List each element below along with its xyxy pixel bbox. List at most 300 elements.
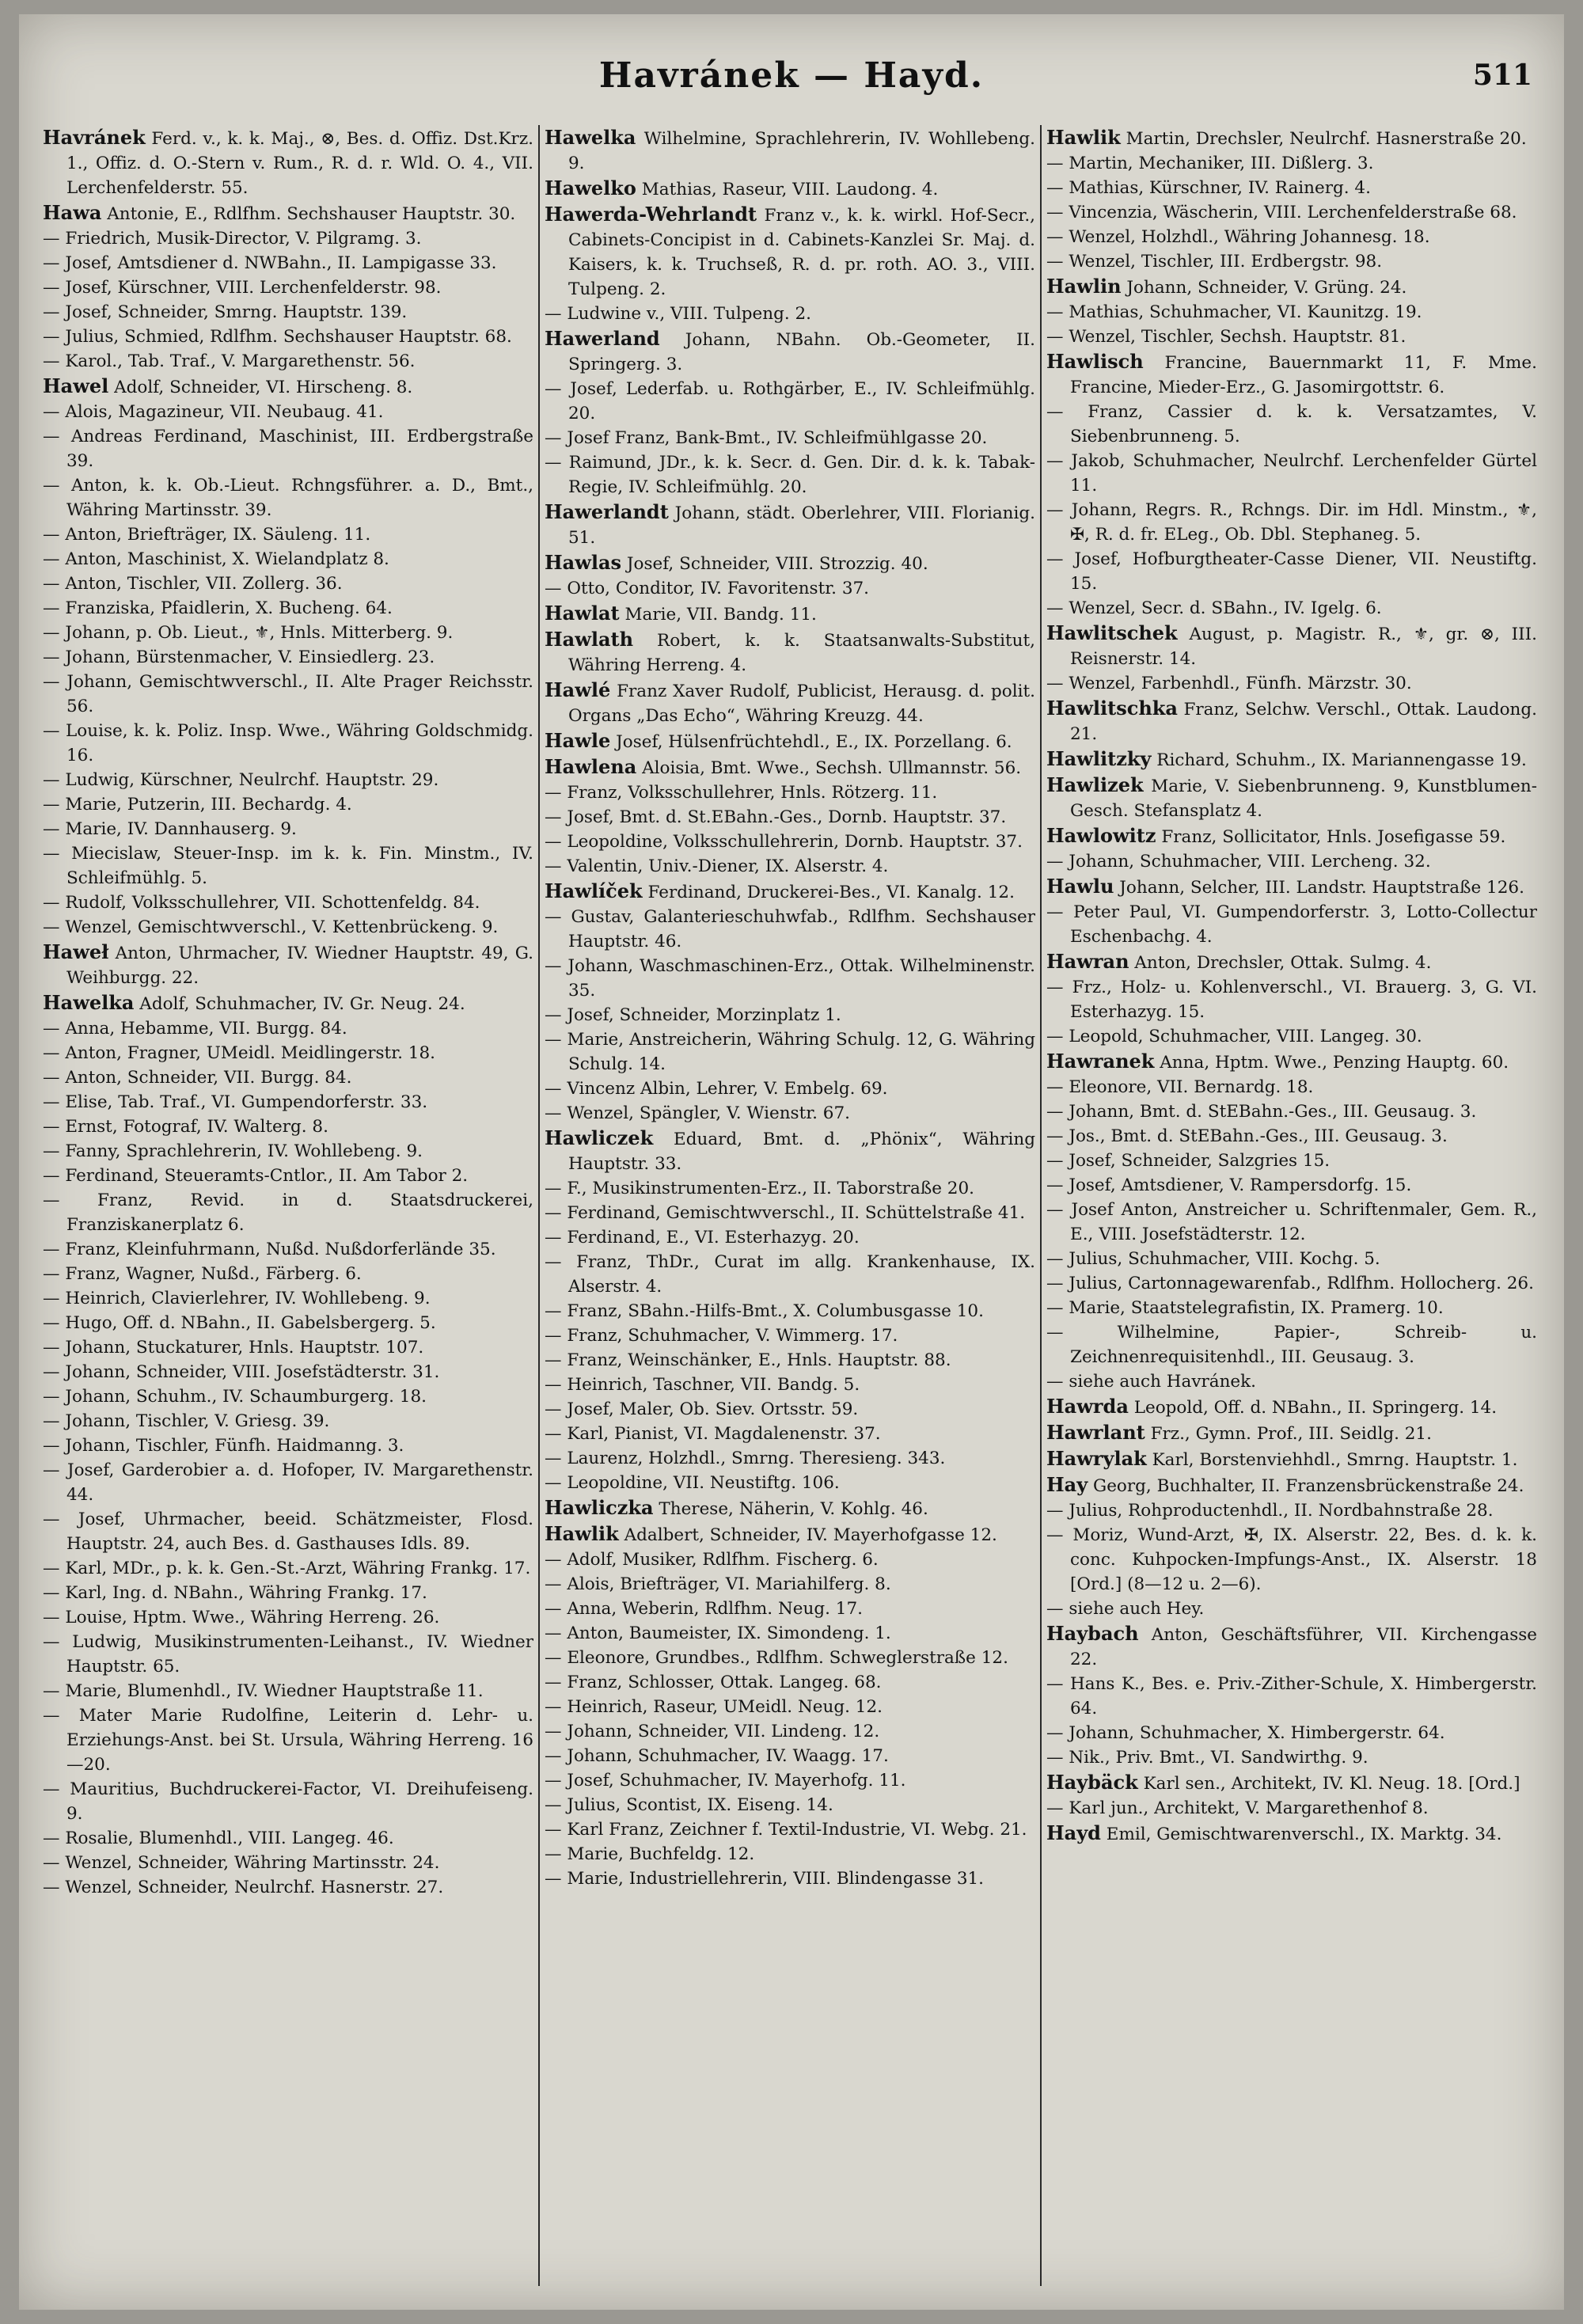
entry-surname: Hawliczka: [545, 1496, 654, 1519]
directory-entry: [43, 400, 533, 424]
directory-entry: [1046, 1597, 1537, 1621]
directory-entry: [43, 1335, 533, 1360]
directory-entry-head: [1046, 1446, 1537, 1472]
directory-entry: [545, 1323, 1035, 1348]
entry-details: — Wenzel, Tischler, Sechsh. Hauptstr. 81.: [1046, 327, 1406, 347]
entry-details: — Franz, Schlosser, Ottak. Langeg. 68.: [545, 1673, 882, 1692]
entry-details: — Ferdinand, Steueramts-Cntlor., II. Am Tabor 2.: [43, 1166, 469, 1186]
directory-entry: [43, 275, 533, 300]
entry-surname: Haweł: [43, 940, 109, 963]
entry-details: — Karol., Tab. Traf., V. Margarethenstr. 56.: [43, 351, 416, 371]
directory-entry-head: [545, 627, 1035, 678]
directory-entry: [545, 854, 1035, 879]
directory-entry-head: [1046, 1621, 1537, 1672]
entry-details: Johann, städt. Oberlehrer, VIII. Florianig. 51.: [568, 503, 1035, 548]
entry-details: — Franziska, Pfaidlerin, X. Bucheng. 64.: [43, 598, 393, 618]
entry-details: — Jos., Bmt. d. StEBahn.-Ges., III. Geusaug. 3.: [1046, 1126, 1448, 1146]
directory-entry: [43, 1556, 533, 1581]
entry-details: — Alois, Briefträger, VI. Mariahilferg. 8.: [545, 1574, 891, 1594]
directory-entry: [43, 1360, 533, 1384]
directory-entry: [545, 905, 1035, 954]
directory-entry: [1046, 400, 1537, 449]
directory-entry: [43, 621, 533, 645]
entry-details: — Josef, Kürschner, VIII. Lerchenfelderstr. 98.: [43, 278, 442, 298]
directory-entry: [43, 1090, 533, 1115]
directory-entry: [43, 572, 533, 596]
entry-details: — Louise, Hptm. Wwe., Währing Herreng. 26.: [43, 1608, 440, 1627]
entry-details: — Josef, Schneider, Smrng. Hauptstr. 139.: [43, 302, 408, 322]
entry-details: — Eleonore, Grundbes., Rdlfhm. Schweglerstraße 12.: [545, 1648, 1008, 1668]
directory-entry: [545, 1027, 1035, 1077]
entry-surname: Hawrda: [1046, 1395, 1129, 1418]
entry-surname: Hawa: [43, 201, 102, 224]
entry-surname: Hawle: [545, 729, 611, 752]
directory-entry-head: [545, 176, 1035, 202]
directory-entry: [1046, 849, 1537, 874]
entry-surname: Hawlas: [545, 551, 622, 574]
directory-entry: [545, 1768, 1035, 1793]
directory-entry: [545, 426, 1035, 450]
entry-details: August, p. Magistr. R., ⚜, gr. ⊗, III. Reisnerstr. 14.: [1070, 625, 1537, 669]
entry-details: — Mauritius, Buchdruckerei-Factor, VI. Dreihufeiseng. 9.: [43, 1779, 533, 1824]
entry-surname: Hawlizek: [1046, 773, 1144, 796]
entry-surname: Hawlena: [545, 755, 637, 778]
directory-entry: [43, 1409, 533, 1434]
entry-details: Marie, VII. Bandg. 11.: [624, 605, 817, 625]
entry-details: — Ferdinand, E., VI. Esterhazyg. 20.: [545, 1228, 860, 1247]
directory-entry-head: [43, 374, 533, 400]
directory-entry: [1046, 1796, 1537, 1821]
directory-entry-head: [1046, 1472, 1537, 1498]
directory-entry: [43, 1777, 533, 1826]
directory-entry: [545, 1422, 1035, 1446]
entry-details: — Franz, ThDr., Curat im allg. Krankenhause, IX. Alserstr. 4.: [545, 1252, 1035, 1297]
directory-entry: [1046, 249, 1537, 274]
entry-details: Ferdinand, Druckerei-Bes., VI. Kanalg. 12.: [647, 883, 1015, 902]
entry-details: — Ludwig, Kürschner, Neulrchf. Hauptstr. 29.: [43, 770, 439, 790]
directory-entry: [43, 890, 533, 915]
entry-details: — Ferdinand, Gemischtwverschl., II. Schüttelstraße 41.: [545, 1203, 1026, 1223]
column-2: [545, 125, 1035, 2286]
entry-details: — Wenzel, Gemischtwverschl., V. Kettenbrückeng. 9.: [43, 917, 499, 937]
directory-entry: [1046, 225, 1537, 249]
directory-entry: [43, 1041, 533, 1065]
directory-entry: [545, 1397, 1035, 1422]
directory-entry: [545, 830, 1035, 854]
directory-entry: [1046, 1523, 1537, 1597]
directory-entry: [43, 768, 533, 792]
entry-details: — F., Musikinstrumenten-Erz., II. Taborstraße 20.: [545, 1179, 974, 1198]
directory-entry: [43, 1286, 533, 1311]
directory-entry: [545, 954, 1035, 1003]
entry-details: — Frz., Holz- u. Kohlenverschl., VI. Brauerg. 3, G. VI. Esterhazyg. 15.: [1046, 978, 1537, 1022]
entry-details: Karl sen., Architekt, IV. Kl. Neug. 18. [Ord.]: [1143, 1774, 1520, 1794]
directory-entry: [1046, 1247, 1537, 1271]
entry-details: — Heinrich, Clavierlehrer, IV. Wohllebeng. 9.: [43, 1289, 431, 1308]
entry-details: Adolf, Schuhmacher, IV. Gr. Neug. 24.: [139, 994, 465, 1014]
column-1: [43, 125, 533, 2286]
directory-entry: [1046, 975, 1537, 1024]
entry-details: — Julius, Rohproductenhdl., II. Nordbahnstraße 28.: [1046, 1501, 1494, 1521]
entry-surname: Hawelka: [43, 991, 135, 1014]
entry-details: — Marie, Industriellehrerin, VIII. Blindengasse 31.: [545, 1869, 985, 1889]
entry-details: — Johann, Schuhmacher, X. Himbergerstr. 64.: [1046, 1723, 1445, 1743]
entry-details: — Josef Anton, Anstreicher u. Schriftenmaler, Gem. R., E., VIII. Josefstädterstr. 12.: [1046, 1200, 1537, 1244]
directory-entry: [545, 1670, 1035, 1695]
entry-surname: Hawelko: [545, 177, 636, 199]
directory-entry: [545, 1842, 1035, 1866]
directory-entry: [1046, 1124, 1537, 1149]
entry-details: — Elise, Tab. Traf., VI. Gumpendorferstr. 33.: [43, 1092, 428, 1112]
entry-surname: Hawelka: [545, 126, 636, 149]
directory-entry-head: [1046, 746, 1537, 773]
entry-details: — Johann, Waschmaschinen-Erz., Ottak. Wilhelminenstr. 35.: [545, 956, 1035, 1001]
directory-entry: [1046, 325, 1537, 349]
entry-details: — Anton, k. k. Ob.-Lieut. Rchngsführer. a. D., Bmt., Währing Martinsstr. 39.: [43, 476, 533, 520]
directory-entry: [545, 1299, 1035, 1323]
directory-entry-head: [545, 678, 1035, 728]
entry-details: — Anton, Briefträger, IX. Säuleng. 11.: [43, 525, 371, 545]
directory-entry: [43, 719, 533, 768]
entry-surname: Hawerda-Wehrlandt: [545, 203, 757, 226]
entry-details: — Julius, Cartonnagewarenfab., Rdlfhm. Hollocherg. 26.: [1046, 1274, 1534, 1293]
directory-entry: [1046, 1745, 1537, 1770]
entry-details: — Heinrich, Raseur, UMeidl. Neug. 12.: [545, 1697, 883, 1717]
entry-details: — Eleonore, VII. Bernardg. 18.: [1046, 1077, 1314, 1097]
entry-details: — Franz, Schuhmacher, V. Wimmerg. 17.: [545, 1326, 898, 1346]
entry-details: — Leopoldine, VII. Neustiftg. 106.: [545, 1473, 840, 1493]
directory-columns: [43, 125, 1539, 2286]
entry-details: — Vincenz Albin, Lehrer, V. Embelg. 69.: [545, 1079, 888, 1099]
page-header: [19, 55, 1564, 111]
entry-details: — Julius, Schuhmacher, VIII. Kochg. 5.: [1046, 1249, 1380, 1269]
entry-details: — Wilhelmine, Papier-, Schreib- u. Zeichnenrequisitenhdl., III. Geusaug. 3.: [1046, 1323, 1537, 1367]
entry-surname: Hawlé: [545, 678, 611, 701]
directory-entry: [545, 1646, 1035, 1670]
entry-details: — Josef, Uhrmacher, beeid. Schätzmeister, Flosd. Hauptstr. 24, auch Bes. d. Gasthauses Idls. 89.: [43, 1509, 533, 1554]
entry-surname: Hawran: [1046, 950, 1129, 973]
directory-entry-head: [1046, 823, 1537, 849]
entry-details: — Franz, Kleinfuhrmann, Nußd. Nußdorferlände 35.: [43, 1240, 496, 1259]
directory-entry: [545, 1446, 1035, 1471]
entry-details: — Marie, Buchfeldg. 12.: [545, 1844, 755, 1864]
directory-entry: [1046, 498, 1537, 547]
directory-entry: [43, 226, 533, 251]
entry-details: Anton, Uhrmacher, IV. Wiedner Hauptstr. 49, G. Weihburgg. 22.: [66, 944, 533, 988]
entry-details: Franz, Selchw. Verschl., Ottak. Laudong. 21.: [1070, 700, 1537, 744]
directory-entry: [43, 1679, 533, 1703]
entry-details: — Karl jun., Architekt, V. Margarethenhof 8.: [1046, 1798, 1429, 1818]
entry-details: — Anton, Maschinist, X. Wielandplatz 8.: [43, 549, 389, 569]
entry-details: Wilhelmine, Sprachlehrerin, IV. Wohllebeng. 9.: [568, 129, 1035, 173]
entry-details: — Marie, Blumenhdl., IV. Wiedner Hauptstraße 11.: [43, 1681, 484, 1701]
entry-details: — Raimund, JDr., k. k. Secr. d. Gen. Dir. d. k. k. Tabak-Regie, IV. Schleifmühlg. 20.: [545, 453, 1035, 497]
directory-entry: [545, 1719, 1035, 1744]
entry-details: — Johann, Tischler, V. Griesg. 39.: [43, 1411, 330, 1431]
directory-entry: [43, 1139, 533, 1164]
directory-entry: [43, 1311, 533, 1335]
entry-surname: Hawlitzky: [1046, 747, 1152, 770]
entry-details: — Ernst, Fotograf, IV. Walterg. 8.: [43, 1117, 328, 1137]
directory-entry: [545, 1077, 1035, 1101]
directory-entry: [43, 1581, 533, 1605]
entry-details: — Karl, Ing. d. NBahn., Währing Frankg. 17.: [43, 1583, 427, 1603]
entry-details: Johann, Selcher, III. Landstr. Hauptstraße 126.: [1119, 878, 1524, 898]
entry-details: Therese, Näherin, V. Kohlg. 46.: [659, 1499, 928, 1519]
directory-entry: [1046, 900, 1537, 949]
entry-details: Adolf, Schneider, VI. Hirscheng. 8.: [114, 378, 413, 397]
directory-entry: [43, 522, 533, 547]
directory-entry-head: [1046, 1770, 1537, 1796]
entry-details: Franz Xaver Rudolf, Publicist, Herausg. d. polit. Organs „Das Echo“, Währing Kreuzg. 44.: [568, 682, 1035, 726]
entry-details: — Josef, Hofburgtheater-Casse Diener, VII. Neustiftg. 15.: [1046, 549, 1537, 594]
entry-details: — Anton, Fragner, UMeidl. Meidlingerstr. 18.: [43, 1043, 435, 1063]
directory-entry: [43, 1630, 533, 1679]
entry-details: — Johann, Gemischtwverschl., II. Alte Prager Reichsstr. 56.: [43, 672, 533, 716]
entry-details: — Moriz, Wund-Arzt, ✠, IX. Alserstr. 22, Bes. d. k. k. conc. Kuhpocken-Impfungs-Anst., IX. Alserstr. 18 [Ord.] (8—12 u. 2—6).: [1046, 1525, 1537, 1594]
column-divider: [1040, 125, 1042, 2286]
entry-surname: Hawlin: [1046, 275, 1122, 298]
directory-entry: [43, 1703, 533, 1777]
entry-details: Josef, Schneider, VIII. Strozzig. 40.: [626, 554, 928, 574]
directory-entry: [545, 1793, 1035, 1817]
directory-entry-head: [545, 1521, 1035, 1547]
directory-entry-head: [1046, 274, 1537, 300]
directory-entry-head: [545, 202, 1035, 302]
entry-details: — Johann, p. Ob. Lieut., ⚜, Hnls. Mitterberg. 9.: [43, 623, 454, 643]
directory-entry: [43, 251, 533, 275]
entry-details: — Johann, Bürstenmacher, V. Einsiedlerg. 23.: [43, 647, 435, 667]
directory-entry-head: [545, 1495, 1035, 1521]
directory-entry: [545, 1621, 1035, 1646]
entry-details: — siehe auch Havránek.: [1046, 1372, 1257, 1392]
entry-details: — Hugo, Off. d. NBahn., II. Gabelsbergerg. 5.: [43, 1313, 436, 1333]
directory-entry: [545, 302, 1035, 326]
entry-surname: Hay: [1046, 1473, 1088, 1496]
entry-details: — Josef, Schneider, Morzinplatz 1.: [545, 1005, 841, 1025]
entry-surname: Hawerlandt: [545, 500, 669, 523]
directory-entry: [43, 1851, 533, 1875]
entry-surname: Hawlik: [1046, 126, 1121, 149]
directory-entry: [1046, 1271, 1537, 1296]
entry-surname: Hawrlant: [1046, 1421, 1145, 1444]
directory-entry: [1046, 200, 1537, 225]
entry-details: — Josef, Amtsdiener, V. Rampersdorfg. 15.: [1046, 1175, 1412, 1195]
directory-entry: [1046, 1024, 1537, 1049]
directory-entry: [1046, 300, 1537, 325]
directory-entry: [1046, 449, 1537, 498]
entry-surname: Hawlisch: [1046, 350, 1144, 373]
entry-details: — Hans K., Bes. e. Priv.-Zither-Schule, X. Himbergerstr. 64.: [1046, 1674, 1537, 1718]
entry-details: — Anna, Hebamme, VII. Burgg. 84.: [43, 1019, 347, 1039]
directory-entry: [43, 670, 533, 719]
entry-details: — Josef, Schuhmacher, IV. Mayerhofg. 11.: [545, 1771, 906, 1790]
directory-entry: [545, 1866, 1035, 1891]
entry-details: — Vincenzia, Wäscherin, VIII. Lerchenfelderstraße 68.: [1046, 203, 1517, 222]
directory-entry: [43, 1188, 533, 1237]
entry-details: — Gustav, Galanterieschuhwfab., Rdlfhm. Sechshauser Hauptstr. 46.: [545, 907, 1035, 951]
directory-entry: [1046, 1173, 1537, 1198]
directory-entry: [545, 1373, 1035, 1397]
entry-details: — Wenzel, Tischler, III. Erdbergstr. 98.: [1046, 252, 1383, 272]
entry-details: — Mathias, Kürschner, IV. Rainerg. 4.: [1046, 178, 1371, 198]
entry-details: — Anton, Baumeister, IX. Simondeng. 1.: [545, 1623, 891, 1643]
entry-details: — Johann, Schuhmacher, VIII. Lercheng. 32.: [1046, 852, 1431, 872]
directory-entry: [43, 645, 533, 670]
entry-details: — Johann, Schuhm., IV. Schaumburgerg. 18.: [43, 1387, 427, 1407]
directory-entry: [545, 1572, 1035, 1597]
directory-entry: [545, 1250, 1035, 1299]
entry-details: Johann, Schneider, V. Grüng. 24.: [1126, 278, 1407, 298]
entry-details: — siehe auch Hey.: [1046, 1599, 1205, 1619]
entry-details: — Johann, Bmt. d. StEBahn.-Ges., III. Geusaug. 3.: [1046, 1102, 1477, 1122]
entry-surname: Hawlik: [545, 1522, 619, 1545]
directory-entry: [43, 1826, 533, 1851]
entry-surname: Hawlu: [1046, 875, 1114, 898]
entry-surname: Hawlowitz: [1046, 824, 1156, 847]
directory-entry: [545, 780, 1035, 805]
directory-entry: [43, 1875, 533, 1900]
entry-details: — Wenzel, Secr. d. SBahn., IV. Igelg. 6.: [1046, 598, 1382, 618]
entry-details: — Mathias, Schuhmacher, VI. Kaunitzg. 19.: [1046, 302, 1422, 322]
directory-entry: [545, 377, 1035, 426]
directory-entry: [43, 1507, 533, 1556]
entry-surname: Haybach: [1046, 1622, 1139, 1645]
directory-entry: [43, 300, 533, 325]
entry-surname: Hawlitschek: [1046, 621, 1178, 644]
entry-surname: Hawlíček: [545, 879, 643, 902]
directory-entry: [545, 1817, 1035, 1842]
directory-entry-head: [1046, 621, 1537, 671]
directory-entry-head: [545, 728, 1035, 754]
entry-details: — Marie, Putzerin, III. Bechardg. 4.: [43, 795, 352, 815]
directory-entry: [43, 349, 533, 374]
entry-details: — Josef Franz, Bank-Bmt., IV. Schleifmühlgasse 20.: [545, 428, 988, 448]
entry-details: Ferd. v., k. k. Maj., ⊗, Bes. d. Offiz. Dst.Krz. 1., Offiz. d. O.-Stern v. Rum., R. d. r. Wld. O. 4., VII. Lerchenfelderstr. 55.: [66, 129, 533, 198]
directory-entry-head: [1046, 874, 1537, 900]
entry-details: — Franz, SBahn.-Hilfs-Bmt., X. Columbusgasse 10.: [545, 1301, 984, 1321]
entry-details: — Nik., Priv. Bmt., VI. Sandwirthg. 9.: [1046, 1748, 1369, 1768]
entry-details: Franz v., k. k. wirkl. Hof-Secr., Cabinets-Concipist in d. Cabinets-Kanzlei Sr. Maj. d. Kaisers, k. k. Truchseß, R. d. pr. roth. AO. 3., VIII. Tulpeng. 2.: [568, 206, 1035, 299]
entry-details: — Leopold, Schuhmacher, VIII. Langeg. 30.: [1046, 1027, 1422, 1046]
entry-details: — Peter Paul, VI. Gumpendorferstr. 3, Lotto-Collectur Eschenbachg. 4.: [1046, 902, 1537, 947]
directory-entry-head: [43, 990, 533, 1016]
entry-details: Antonie, E., Rdlfhm. Sechshauser Hauptstr. 30.: [107, 204, 516, 224]
directory-entry: [43, 1164, 533, 1188]
directory-entry-head: [545, 1126, 1035, 1176]
directory-entry: [545, 1003, 1035, 1027]
directory-entry-head: [545, 754, 1035, 780]
directory-entry: [545, 1695, 1035, 1719]
entry-details: — Marie, IV. Dannhauserg. 9.: [43, 819, 297, 839]
directory-entry: [545, 1348, 1035, 1373]
entry-details: — Valentin, Univ.-Diener, IX. Alserstr. 4.: [545, 856, 889, 876]
entry-details: — Wenzel, Spängler, V. Wienstr. 67.: [545, 1103, 851, 1123]
directory-entry: [545, 1547, 1035, 1572]
directory-entry-head: [1046, 949, 1537, 975]
entry-details: Anton, Drechsler, Ottak. Sulmg. 4.: [1134, 953, 1432, 973]
entry-details: — Josef, Bmt. d. St.EBahn.-Ges., Dornb. Hauptstr. 37.: [545, 807, 1007, 827]
entry-details: — Anton, Tischler, VII. Zollerg. 36.: [43, 574, 343, 594]
directory-entry: [545, 1176, 1035, 1201]
entry-details: Franz, Sollicitator, Hnls. Josefigasse 59.: [1161, 827, 1506, 847]
entry-details: — Johann, Tischler, Fünfh. Haidmanng. 3.: [43, 1436, 404, 1456]
entry-details: — Friedrich, Musik-Director, V. Pilgramg. 3.: [43, 229, 422, 249]
directory-entry: [545, 805, 1035, 830]
entry-details: — Josef, Garderobier a. d. Hofoper, IV. Margarethenstr. 44.: [43, 1460, 533, 1505]
entry-details: Karl, Borstenviehhdl., Smrng. Hauptstr. 1.: [1152, 1450, 1518, 1470]
entry-details: — Ludwine v., VIII. Tulpeng. 2.: [545, 304, 812, 324]
entry-details: — Ludwig, Musikinstrumenten-Leihanst., IV. Wiedner Hauptstr. 65.: [43, 1632, 533, 1677]
entry-details: — Wenzel, Holzhdl., Währing Johannesg. 18.: [1046, 227, 1430, 247]
entry-details: Robert, k. k. Staatsanwalts-Substitut, Währing Herreng. 4.: [568, 631, 1035, 675]
directory-entry: [1046, 1296, 1537, 1320]
directory-entry: [1046, 547, 1537, 596]
directory-entry: [1046, 1672, 1537, 1721]
running-head: Havránek — Hayd.: [598, 55, 985, 96]
directory-entry: [545, 1597, 1035, 1621]
directory-entry-head: [1046, 349, 1537, 400]
entry-details: — Anna, Weberin, Rdlfhm. Neug. 17.: [545, 1599, 863, 1619]
entry-details: — Rudolf, Volksschullehrer, VII. Schottenfeldg. 84.: [43, 893, 480, 913]
directory-entry: [1046, 151, 1537, 176]
entry-details: Richard, Schuhm., IX. Mariannengasse 19.: [1156, 750, 1527, 770]
entry-details: — Mater Marie Rudolfine, Leiterin d. Lehr- u. Erziehungs-Anst. bei St. Ursula, Währing Herreng. 16—20.: [43, 1706, 533, 1775]
entry-details: — Wenzel, Schneider, Neulrchf. Hasnerstr. 27.: [43, 1878, 444, 1897]
entry-details: — Wenzel, Schneider, Währing Martinsstr. 24.: [43, 1853, 440, 1873]
directory-entry: [1046, 176, 1537, 200]
directory-entry: [1046, 596, 1537, 621]
entry-details: — Adolf, Musiker, Rdlfhm. Fischerg. 6.: [545, 1550, 879, 1570]
entry-details: Marie, V. Siebenbrunneng. 9, Kunstblumen-Gesch. Stefansplatz 4.: [1070, 777, 1537, 821]
directory-entry: [545, 1225, 1035, 1250]
entry-details: Eduard, Bmt. d. „Phönix“, Währing Hauptstr. 33.: [568, 1130, 1035, 1174]
directory-entry-head: [43, 125, 533, 200]
entry-details: — Karl, MDr., p. k. k. Gen.-St.-Arzt, Währing Frankg. 17.: [43, 1559, 531, 1578]
entry-details: — Josef, Lederfab. u. Rothgärber, E., IV. Schleifmühlg. 20.: [545, 379, 1035, 423]
directory-entry-head: [545, 326, 1035, 377]
entry-details: — Franz, Volksschullehrer, Hnls. Rötzerg. 11.: [545, 783, 938, 803]
entry-surname: Havránek: [43, 126, 146, 149]
directory-entry: [1046, 1369, 1537, 1394]
entry-details: Adalbert, Schneider, IV. Mayerhofgasse 12.: [624, 1525, 997, 1545]
entry-surname: Hawlath: [545, 628, 634, 651]
entry-surname: Haybäck: [1046, 1771, 1138, 1794]
entry-details: Josef, Hülsenfrüchtehdl., E., IX. Porzellang. 6.: [616, 732, 1012, 752]
directory-entry: [43, 1115, 533, 1139]
directory-entry-head: [1046, 1821, 1537, 1847]
entry-details: — Wenzel, Farbenhdl., Fünfh. Märzstr. 30.: [1046, 674, 1412, 693]
directory-entry: [1046, 1075, 1537, 1099]
directory-entry: [43, 1262, 533, 1286]
entry-details: — Johann, Regrs. R., Rchngs. Dir. im Hdl. Minstm., ⚜, ✠, R. d. fr. ELeg., Ob. Dbl. Stephaneg. 5.: [1046, 500, 1537, 545]
directory-entry: [43, 915, 533, 940]
entry-details: — Martin, Mechaniker, III. Dißlerg. 3.: [1046, 154, 1374, 173]
entry-details: — Josef, Maler, Ob. Siev. Ortsstr. 59.: [545, 1399, 859, 1419]
entry-details: Mathias, Raseur, VIII. Laudong. 4.: [641, 180, 939, 199]
directory-entry: [1046, 1320, 1537, 1369]
directory-entry: [545, 576, 1035, 601]
entry-details: — Louise, k. k. Poliz. Insp. Wwe., Währing Goldschmidg. 16.: [43, 721, 533, 765]
directory-entry: [43, 1434, 533, 1458]
directory-entry: [545, 1471, 1035, 1495]
entry-details: — Andreas Ferdinand, Maschinist, III. Erdbergstraße 39.: [43, 427, 533, 471]
entry-surname: Hawrylak: [1046, 1447, 1147, 1470]
entry-surname: Hawlitschka: [1046, 697, 1178, 720]
directory-entry: [43, 424, 533, 473]
directory-entry: [43, 817, 533, 841]
entry-details: — Johann, Schneider, VIII. Josefstädterstr. 31.: [43, 1362, 440, 1382]
